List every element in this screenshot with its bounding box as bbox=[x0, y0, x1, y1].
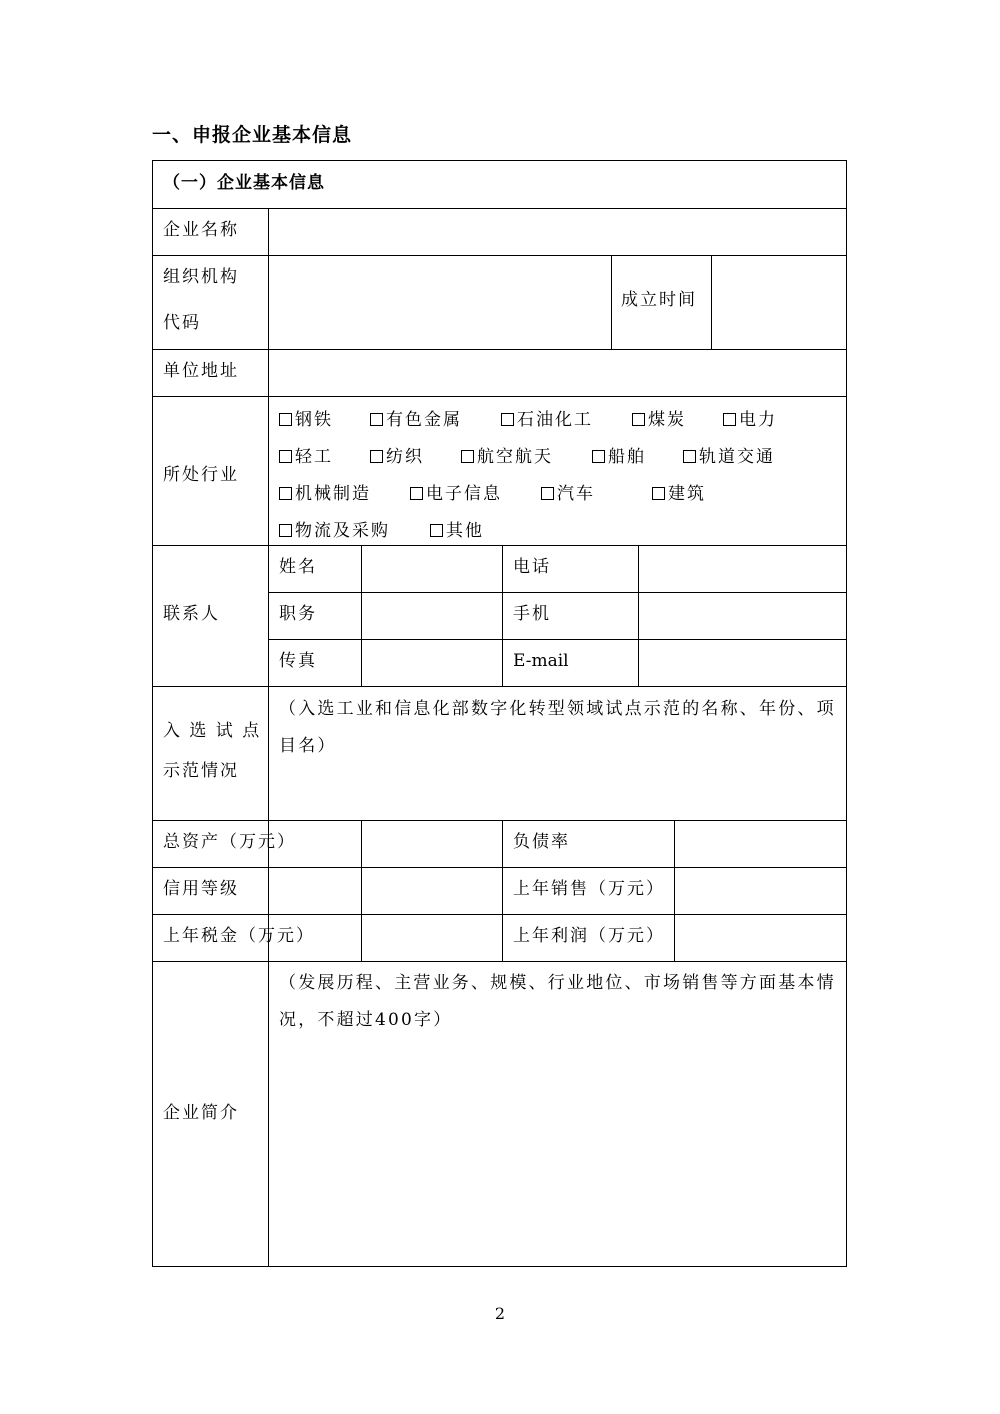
last-sales-label: 上年销售（万元） bbox=[513, 879, 665, 899]
industry-option[interactable]: 物流及采购 bbox=[279, 521, 390, 541]
contact-mobile-label: 手机 bbox=[513, 604, 551, 624]
row-divider bbox=[153, 686, 846, 687]
debt-ratio-field[interactable] bbox=[675, 821, 846, 867]
checkbox-icon[interactable] bbox=[279, 450, 292, 463]
contact-email-field[interactable] bbox=[639, 640, 846, 686]
industry-option[interactable]: 建筑 bbox=[652, 484, 706, 504]
org-code-field[interactable] bbox=[269, 256, 611, 349]
industry-option[interactable]: 纺织 bbox=[370, 447, 424, 467]
contact-position-label: 职务 bbox=[279, 604, 317, 624]
last-profit-field[interactable] bbox=[675, 915, 846, 961]
credit-label: 信用等级 bbox=[163, 879, 239, 899]
contact-phone-field[interactable] bbox=[639, 546, 846, 592]
industry-option[interactable]: 有色金属 bbox=[370, 410, 462, 430]
checkbox-icon[interactable] bbox=[541, 487, 554, 500]
contact-fax-field[interactable] bbox=[362, 640, 502, 686]
row-divider bbox=[153, 961, 846, 962]
last-tax-label: 上年税金（万元） bbox=[163, 926, 315, 946]
contact-label: 联系人 bbox=[163, 604, 220, 624]
founded-field[interactable] bbox=[712, 256, 846, 349]
last-profit-label: 上年利润（万元） bbox=[513, 926, 665, 946]
col-divider bbox=[502, 545, 503, 686]
contact-position-field[interactable] bbox=[362, 593, 502, 639]
industry-option[interactable]: 电力 bbox=[723, 410, 777, 430]
industry-option[interactable]: 机械制造 bbox=[279, 484, 371, 504]
checkbox-icon[interactable] bbox=[632, 413, 645, 426]
total-assets-label: 总资产（万元） bbox=[163, 832, 296, 852]
company-name-field[interactable] bbox=[269, 209, 846, 255]
checkbox-icon[interactable] bbox=[279, 487, 292, 500]
contact-mobile-field[interactable] bbox=[639, 593, 846, 639]
industry-option[interactable]: 电子信息 bbox=[410, 484, 502, 504]
address-label: 单位地址 bbox=[163, 361, 239, 381]
industry-option[interactable]: 石油化工 bbox=[501, 410, 593, 430]
checkbox-icon[interactable] bbox=[410, 487, 423, 500]
checkbox-icon[interactable] bbox=[370, 413, 383, 426]
checkbox-icon[interactable] bbox=[279, 524, 292, 537]
section-title: （一）企业基本信息 bbox=[163, 173, 325, 193]
checkbox-icon[interactable] bbox=[461, 450, 474, 463]
org-code-label-line1: 组织机构 bbox=[163, 267, 239, 287]
founded-label: 成立时间 bbox=[621, 290, 697, 310]
page-heading: 一、申报企业基本信息 bbox=[152, 124, 353, 146]
industry-option[interactable]: 钢铁 bbox=[279, 410, 333, 430]
contact-name-field[interactable] bbox=[362, 546, 502, 592]
industry-option[interactable]: 船舶 bbox=[592, 447, 646, 467]
profile-label: 企业简介 bbox=[163, 1103, 239, 1123]
checkbox-icon[interactable] bbox=[501, 413, 514, 426]
checkbox-icon[interactable] bbox=[370, 450, 383, 463]
org-code-label-line2: 代码 bbox=[163, 313, 201, 333]
last-sales-field[interactable] bbox=[675, 868, 846, 914]
contact-fax-label: 传真 bbox=[279, 651, 317, 671]
page-number: 2 bbox=[494, 1304, 506, 1323]
industry-option[interactable]: 汽车 bbox=[541, 484, 595, 504]
last-tax-field[interactable] bbox=[362, 915, 502, 961]
industry-option[interactable]: 煤炭 bbox=[632, 410, 686, 430]
industry-option[interactable]: 轻工 bbox=[279, 447, 333, 467]
industry-option[interactable]: 轨道交通 bbox=[683, 447, 775, 467]
profile-note[interactable]: （发展历程、主营业务、规模、行业地位、市场销售等方面基本情况，不超过400字） bbox=[279, 973, 836, 1030]
pilot-label-line2: 示范情况 bbox=[163, 761, 239, 781]
company-name-label: 企业名称 bbox=[163, 220, 239, 240]
contact-name-label: 姓名 bbox=[279, 557, 317, 577]
credit-field[interactable] bbox=[362, 868, 502, 914]
contact-email-label: E-mail bbox=[513, 651, 569, 671]
industry-label: 所处行业 bbox=[163, 465, 239, 485]
debt-ratio-label: 负债率 bbox=[513, 832, 570, 852]
company-info-form bbox=[152, 160, 847, 1267]
industry-option[interactable]: 航空航天 bbox=[461, 447, 553, 467]
industry-option[interactable]: 其他 bbox=[430, 521, 484, 541]
checkbox-icon[interactable] bbox=[279, 413, 292, 426]
col-divider bbox=[611, 255, 612, 349]
total-assets-field[interactable] bbox=[362, 821, 502, 867]
checkbox-icon[interactable] bbox=[592, 450, 605, 463]
col-divider bbox=[502, 820, 503, 961]
address-field[interactable] bbox=[269, 350, 846, 396]
checkbox-icon[interactable] bbox=[683, 450, 696, 463]
pilot-label-line1: 入 选 试 点 bbox=[163, 721, 262, 741]
checkbox-icon[interactable] bbox=[652, 487, 665, 500]
pilot-note[interactable]: （入选工业和信息化部数字化转型领域试点示范的名称、年份、项目名） bbox=[279, 699, 836, 756]
row-divider bbox=[153, 396, 846, 397]
contact-phone-label: 电话 bbox=[513, 557, 551, 577]
checkbox-icon[interactable] bbox=[430, 524, 443, 537]
checkbox-icon[interactable] bbox=[723, 413, 736, 426]
